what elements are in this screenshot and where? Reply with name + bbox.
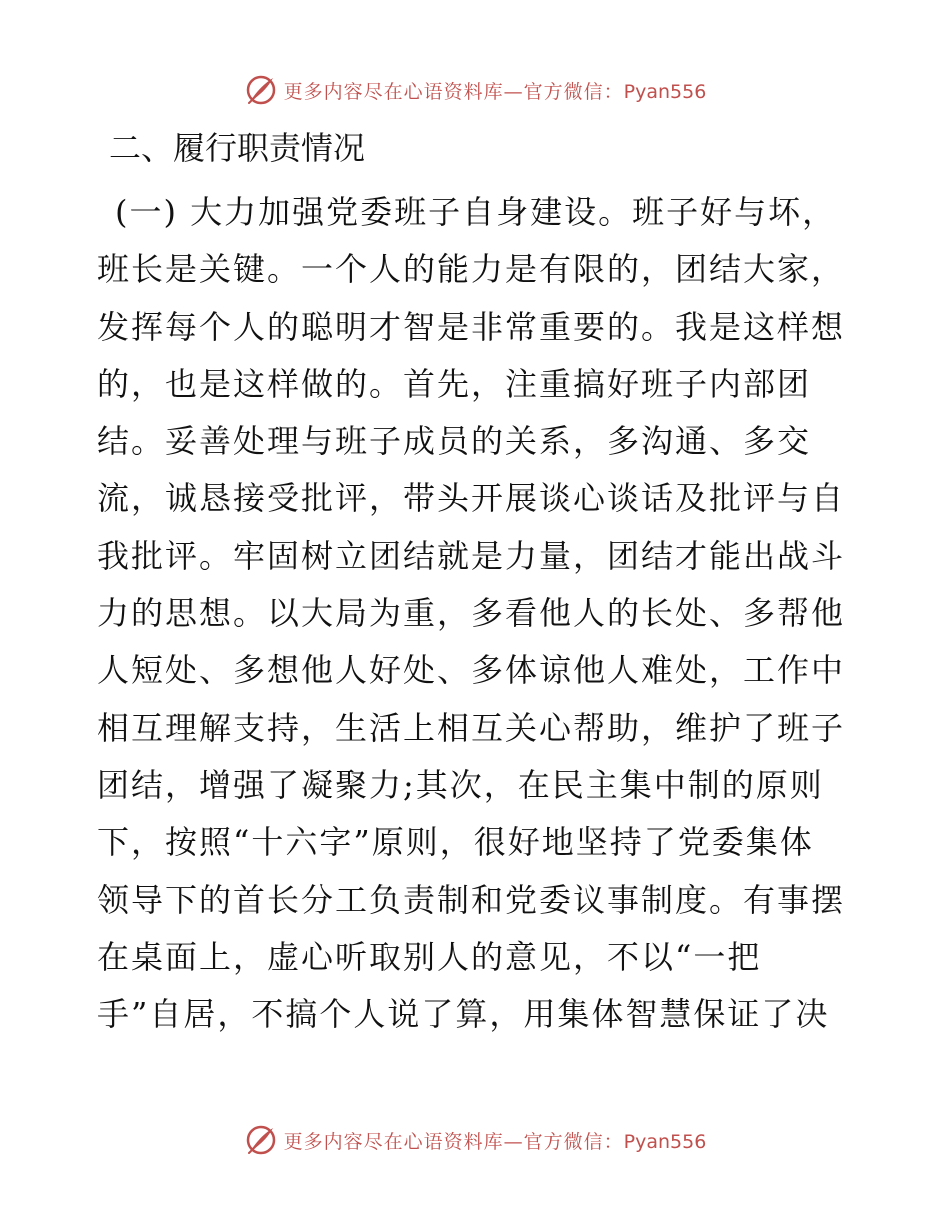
- paragraph: [97, 184, 857, 1043]
- section-heading: 二、履行职责情况: [109, 129, 366, 167]
- paragraph-line: 流，诚恳接受批评，带头开展谈心谈话及批评与自: [97, 479, 846, 518]
- paragraph-line: 班长是关键。一个人的能力是有限的，团结大家，: [97, 250, 846, 289]
- feather-quill-icon: [244, 1123, 278, 1157]
- header-banner-handle: Pyan556: [623, 80, 707, 103]
- footer-banner-text: 更多内容尽在心语资料库—官方微信：Pyan556: [283, 1130, 707, 1153]
- paragraph-line: 人短处、多想他人好处、多体谅他人难处，工作中: [97, 651, 846, 690]
- footer-banner-handle: Pyan556: [623, 1130, 707, 1153]
- feather-quill-icon: [244, 73, 278, 107]
- paragraph-line: 领导下的首长分工负责制和党委议事制度。有事摆: [97, 880, 846, 919]
- footer-banner: [0, 1120, 950, 1160]
- paragraph-line: 团结，增强了凝聚力;其次，在民主集中制的原则: [97, 765, 824, 804]
- paragraph-line: 发挥每个人的聪明才智是非常重要的。我是这样想: [97, 307, 846, 346]
- paragraph-line: 结。妥善处理与班子成员的关系，多沟通、多交: [97, 422, 812, 461]
- paragraph-line: 手”自居，不搞个人说了算，用集体智慧保证了决: [97, 995, 830, 1034]
- paragraph-line: 相互理解支持，生活上相互关心帮助，维护了班子: [97, 708, 846, 747]
- paragraph-line: 力的思想。以大局为重，多看他人的长处、多帮他: [97, 594, 846, 633]
- paragraph-line: 的，也是这样做的。首先，注重搞好班子内部团: [97, 364, 812, 403]
- header-banner: [0, 70, 950, 110]
- header-banner-text: 更多内容尽在心语资料库—官方微信：Pyan556: [283, 80, 707, 103]
- paragraph-line: (一) 大力加强党委班子自身建设。班子好与坏，: [115, 193, 837, 231]
- paragraph-line: 我批评。牢固树立团结就是力量，团结才能出战斗: [97, 536, 846, 575]
- document-body: [97, 120, 857, 1043]
- paragraph-line: 在桌面上，虚心听取别人的意见，不以“一把: [97, 937, 762, 976]
- paragraph-line: 下，按照“十六字”原则，很好地坚持了党委集体: [97, 823, 814, 862]
